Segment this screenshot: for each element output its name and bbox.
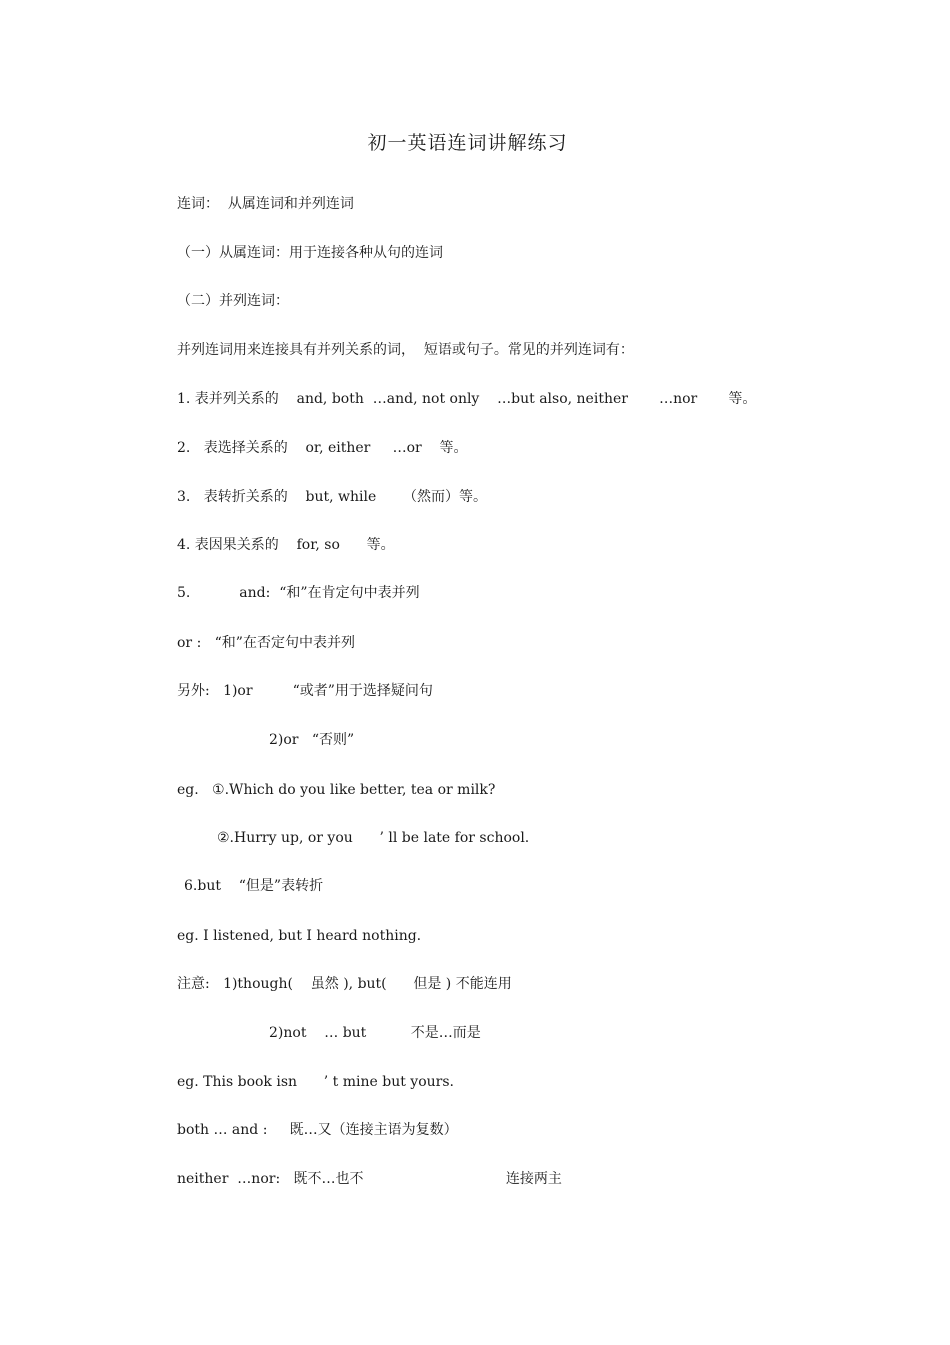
list-item-5: 5. and: “和”在肯定句中表并列 [177, 585, 420, 601]
or-usage: or : “和”在否定句中表并列 [177, 635, 355, 651]
example-2: ②.Hurry up, or you ’ ll be late for school. [217, 830, 530, 846]
example-not-but: eg. This book isn ’ t mine but yours. [177, 1074, 454, 1090]
section-coordinating: （二）并列连词： [177, 293, 289, 309]
page-title: 初一英语连词讲解练习 [367, 132, 568, 154]
both-and: both … and : 既…又（连接主语为复数） [177, 1122, 458, 1138]
heading-conjunctions: 连词： 从属连词和并列连词 [177, 196, 354, 212]
additional-note-1: 另外: 1)or “或者”用于选择疑问句 [177, 683, 433, 699]
list-item-4: 4. 表因果关系的 for, so 等。 [177, 537, 395, 553]
section-subordinating: （一）从属连词：用于连接各种从句的连词 [177, 245, 443, 261]
example-but: eg. I listened, but I heard nothing. [177, 928, 422, 944]
neither-nor: neither …nor: 既不…也不 连接两主 [177, 1171, 562, 1187]
list-item-6: 6.but “但是”表转折 [184, 878, 324, 894]
list-item-3: 3. 表转折关系的 but, while （然而）等。 [177, 489, 487, 505]
attention-note-2: 2)not … but 不是…而是 [269, 1025, 481, 1041]
coordinating-intro: 并列连词用来连接具有并列关系的词， 短语或句子。常见的并列连词有： [177, 342, 634, 358]
additional-note-2: 2)or “否则” [269, 732, 355, 748]
list-item-2: 2. 表选择关系的 or, either …or 等。 [177, 440, 468, 456]
list-item-1: 1. 表并列关系的 and, both …and, not only …but also, neither …nor 等。 [177, 391, 757, 407]
example-1: eg. ①.Which do you like better, tea or milk? [177, 782, 496, 798]
attention-note-1: 注意: 1)though( 虽然 ), but( 但是 ) 不能连用 [177, 976, 512, 992]
